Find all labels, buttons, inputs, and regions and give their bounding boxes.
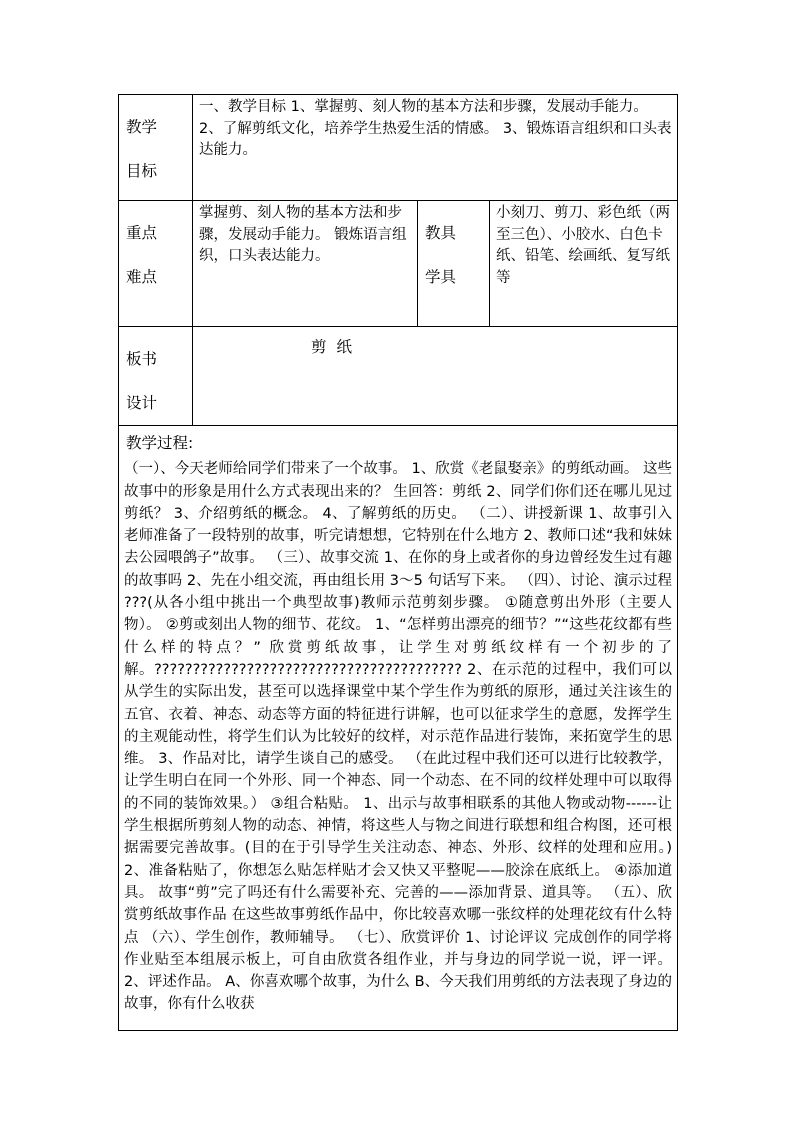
keypoints-row [119, 201, 678, 327]
board-label-line2: 设计 [126, 394, 158, 412]
process-text: （一）、今天老师给同学们带来了一个故事。 1、欣赏《老鼠娶亲》的剪纸动画。 这些故事中的形象是用什么方式表现出来的？ 生回答：剪纸 2、同学们你们还在哪儿见过剪纸？ 3、介绍剪纸的概念。 4、了解剪纸的历史。 （二）、讲授新课 1、故事引入 老师准备了一段特别的故事，听完请想想，它特别在什么地方 2、教师口述“我和妹妹去公园喂鸽子”故事。 （三）、故事交流 1、在你的身上或者你的身边曾经发生过有趣的故事吗 2、先在小组交流，再由组长用 3～5 句话写下来。 （四）、讨论、演示过程 ???(从各小组中挑出一个典型故事)教师示范剪刻步骤。 ①随意剪出外形（主要人物）。 ②剪或刻出人物的细节、花纹。 1、“怎样剪出漂亮的细节？”“这些花纹都有些什么样的特点？” 欣赏剪纸故事，让学生对剪纸纹样有一个初步的了解。???????????????????????????????????????? 2、在示范的过程中，我们可以从学生的实际出发，甚至可以选择课堂中某个学生作为剪纸的原形，通过关注该生的五官、衣着、神态、动态等方面的特征进行讲解，也可以征求学生的意愿，发挥学生的主观能动性，将学生们认为比较好的纹样，对示范作品进行装饰，来拓宽学生的思维。 3、作品对比，请学生谈自己的感受。 （在此过程中我们还可以进行比较教学，让学生明白在同一个外形、同一个神态、同一个动态、在不同的纹样处理中可以取得的不同的装饰效果。） ③组合粘贴。 1、出示与故事相联系的其他人物或动物------让学生根据所剪刻人物的动态、神情，将这些人与物之间进行联想和组合构图，还可根据需要完善故事。(目的在于引导学生关注动态、神态、外形、纹样的处理和应用。) 2、准备粘贴了，你想怎么贴怎样贴才会又快又平整呢——胶涂在底纸上。 ④添加道具。 故事“剪”完了吗还有什么需要补充、完善的——添加背景、道具等。 （五）、欣赏剪纸故事作品 在这些故事剪纸作品中，你比较喜欢哪一张纹样的处理花纹有什么特点 （六）、学生创作，教师辅导。 （七）、欣赏评价 1、讨论评议 完成创作的同学将作业贴至本组展示板上，可自由欣赏各组作业，并与身边的同学说一说，评一评。 2、评述作品。 A、你喜欢哪个故事，为什么 B、今天我们用剪纸的方法表现了身边的故事，你有什么收获 [124, 461, 673, 1013]
tools-text: 小刻刀、剪刀、彩色纸（两至三色）、小胶水、白色卡纸、铅笔、绘画纸、复写纸等 [490, 201, 678, 327]
process-row [119, 426, 678, 1031]
keypoints-label [119, 201, 193, 327]
board-row [119, 327, 678, 426]
tools-label-line1: 教具 [425, 224, 457, 242]
keypoints-text: 掌握剪、刻人物的基本方法和步骤，发展动手能力。 锻炼语言组织，口头表达能力。 [193, 201, 418, 327]
objectives-label-line1: 教学 [126, 118, 158, 136]
objectives-label [119, 95, 193, 201]
lesson-plan-table [118, 94, 678, 1031]
keypoints-label-line2: 难点 [126, 268, 158, 286]
objectives-text: 一、教学目标 1、掌握剪、刻人物的基本方法和步骤，发展动手能力。 2、了解剪纸文化，培养学生热爱生活的情感。 3、锻炼语言组织和口头表达能力。 [193, 95, 678, 201]
process-cell [119, 426, 678, 1031]
objectives-row [119, 95, 678, 201]
keypoints-label-line1: 重点 [126, 224, 158, 242]
tools-label [418, 201, 490, 327]
objectives-label-line2: 目标 [126, 162, 158, 180]
board-label [119, 327, 193, 426]
process-title: 教学过程: [126, 434, 194, 452]
tools-label-line2: 学具 [425, 268, 457, 286]
board-title: 剪纸 [193, 327, 678, 426]
board-label-line1: 板书 [126, 350, 158, 368]
